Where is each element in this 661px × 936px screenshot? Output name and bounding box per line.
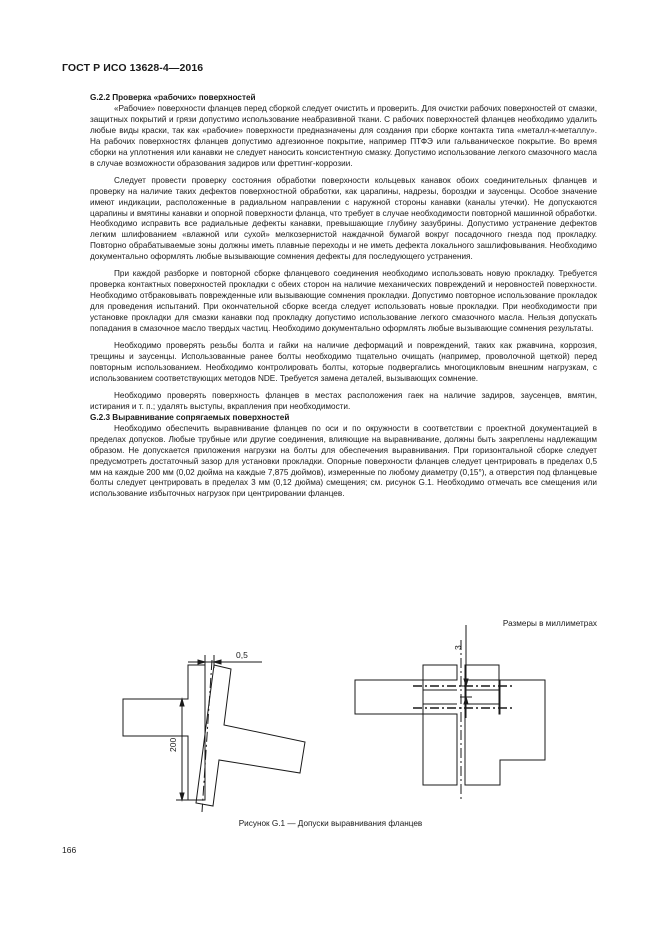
document-header: ГОСТ Р ИСО 13628-4—2016 xyxy=(62,62,204,74)
paragraph: Следует провести проверку состояния обработки поверхности кольцевых канавок обоих соединительных фланцев и проверку на наличие таких дефектов поверхностной обработки, как царапины, надрезы, бороздки и заусенцы. Особое значение имеют индикации, расположенные в радиальном направлении с наружной стороны канавки (каналы утечки). Не допускаются царапины и вмятины канавки и опорной поверхности фланца, что требует в случае необходимости повторной машинной обработки. Необходимо исправить все радиальные дефекты канавки, превышающие глубину зазубрины. Допустимо устранение дефектов легким шлифованием «влажной или сухой» мелкозернистой наждачной бумагой вокруг посадочного гнезда под прокладку. Повторно обрабатываемые зоны должны иметь плавные переходы и не иметь дефекта локального зашлифовывания. Необходимо документально оформлять любые вызывающие сомнения дефекты для последующего устранения. xyxy=(90,175,597,262)
dim-label-200: 200 xyxy=(168,737,178,752)
units-note: Размеры в миллиметрах xyxy=(502,619,597,628)
right-flange-offset xyxy=(465,665,545,785)
section-heading-g22: G.2.2 Проверка «рабочих» поверхностей xyxy=(90,93,256,102)
page-number: 166 xyxy=(62,845,77,855)
paragraph: «Рабочие» поверхности фланцев перед сборкой следует очистить и проверить. Для очистки рабочих поверхностей от смазки, защитных покрытий и грязи допустимо использование неабразивной ткани. С рабочих поверхностей фланцев необходимо удалить любые виды краски, так как «рабочие» поверхности предназначены для создания при сборке контакта типа «металл-к-металлу». На рабочих поверхностях фланцев допустимо адгезионное покрытие, например ПТФЭ или гальваническое покрытие. Во время сборки на уплотнения или канавки не следует наносить консистентную смазку. Допустимо использование легкого смазочного масла в случае возможности образования задиров или фреттинг-коррозии. xyxy=(90,103,597,168)
figure-caption: Рисунок G.1 — Допуски выравнивания фланцев xyxy=(238,819,423,828)
left-flange-fixed xyxy=(123,665,205,800)
paragraph: Необходимо обеспечить выравнивание фланцев по оси и по окружности в соответствии с проектной документацией в пределах допусков. Любые трубные или другие соединения, влияющие на выравнивание, должны быть закреплены надлежащим образом. Не допускается приложения нагрузки на болты для обеспечения выравнивания. При горизонтальной сборке следует предусмотреть достаточный зазор для установки прокладки. Опорные поверхности фланцев следует центрировать в пределах 0,5 мм на каждые 200 мм (0,02 дюйма на каждые 7,875 дюймов), измеренные по любому диаметру (0,15°), а отверстия под фланцевые болты следует центрировать в пределах 3 мм (0,12 дюйма) смещения; см. рисунок G.1. Необходимо отмечать все смещения или использование избыточных нагрузок при центрировании фланцев. xyxy=(90,423,597,499)
paragraph: Необходимо проверять резьбы болта и гайки на наличие деформаций и повреждений, таких как ржавчина, коррозия, трещины и заусенцы. Использованные ранее болты необходимо тщательно очищать (например, проволочной щеткой) перед повторным использованием. Необходимо контролировать болты, которые подвергались многоцикловым внешним нагрузкам, с использованием соответствующих методов NDE. Требуется замена деталей, вызывающих сомнение. xyxy=(90,341,597,383)
tilt-centerline xyxy=(202,660,212,812)
section-heading-g23: G.2.3 Выравнивание сопрягаемых поверхностей xyxy=(90,412,290,422)
right-flange-fixed xyxy=(355,665,457,785)
dim-label-0-5: 0,5 xyxy=(236,650,248,660)
dim-label-3: 3 xyxy=(453,645,463,650)
left-flange-tilted xyxy=(196,665,305,806)
paragraph: Необходимо проверять поверхность фланцев в местах расположения гаек на наличие задиров, заусенцев, вмятин, истирания и т. п.; удалять выступы, вкрапления при необходимости. xyxy=(90,390,597,411)
paragraph: При каждой разборке и повторной сборке фланцевого соединения необходимо использовать новую прокладку. Требуется проверка контактных поверхностей прокладки с обеих сторон на наличие механических повреждений и неровностей поверхности. Необходимо отбраковывать поврежденные или вызывающие сомнения прокладки. Допустимо повторное использование прокладок для проведения испытаний. При окончательной сборке всегда следует использовать новые прокладки. При необходимости при установке прокладки для смазки канавки под прокладку допустимо использование легкого смазочного масла. Нельзя допускать попадания в смазочное масло твердых частиц. Необходимо документально оформлять любые вызывающие сомнения результаты. xyxy=(90,269,597,334)
